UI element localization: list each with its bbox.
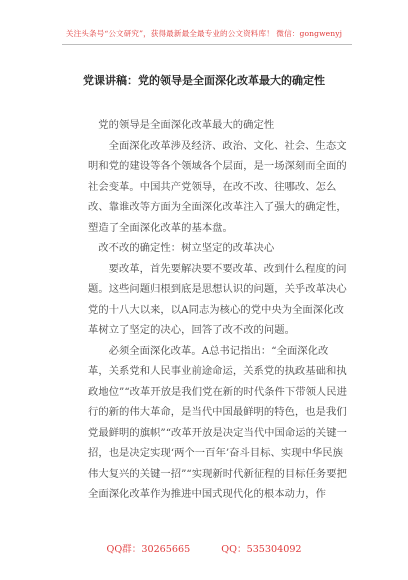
footer-contact <box>0 541 408 555</box>
header-divider <box>62 44 352 45</box>
paragraph-intro: 全面深化改革涉及经济、政治、文化、社会、生态文明和党的建设等各个领域各个层面，是一场深刻而全面的社会变革。中国共产党领导，在改不改、往哪改、怎么改、靠谁改等方面为全面深化改革注入了强大的确定性，塑造了全面深化改革的基本盘。 <box>88 139 347 234</box>
paragraph-subtitle: 党的领导是全面深化改革最大的确定性 <box>98 119 275 131</box>
footer-qq-number: QQ：535304092 <box>221 544 302 555</box>
document-body <box>88 115 348 505</box>
document-title: 党课讲稿：党的领导是全面深化改革最大的确定性 <box>83 74 325 87</box>
footer-qq-group: QQ群：30265665 <box>106 544 191 555</box>
section-heading: 改不改的确定性：树立坚定的改革决心 <box>98 242 275 254</box>
paragraph-deepen-reform: 必须全面深化改革。A总书记指出：“全面深化改革，关系党和人民事业前途命运，关系党的执政基础和执政地位”“改革开放是我们党在新的时代条件下带领人民进行的新的伟大革命，是当代中国最鲜明的特色，也是我们党最鲜明的旗帜”“改革开放是决定当代中国命运的关键一招，也是决定实现‘两个一百年’奋斗目标、实现中华民族伟大复兴的关键一招”“实现新时代新征程的目标任务要把全面深化改革作为推进中国式现代化的根本动力，作 <box>88 344 347 500</box>
header-promo-note: 关注头条号“公文研究”，获得最新最全最专业的公文资料库！ 微信：gongwenyj <box>65 29 343 38</box>
paragraph-reform-resolve: 要改革，首先要解决要不要改革、改到什么程度的问题。这些问题归根到底是思想认识的问题，关乎改革决心党的十八大以来，以A同志为核心的党中央为全面深化改革树立了坚定的决心，回答了改不改的问题。 <box>88 262 347 336</box>
